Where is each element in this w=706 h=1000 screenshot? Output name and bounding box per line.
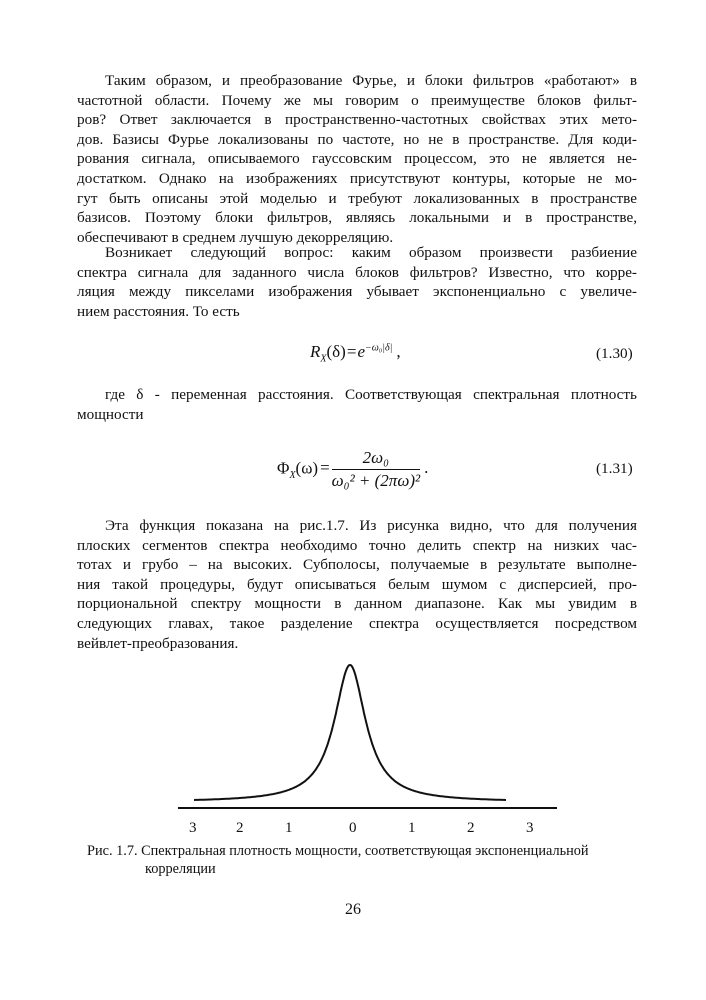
- text-line: плоских сегментов спектра необходимо точно делить спектр на низких час-: [77, 536, 637, 554]
- text-line: порциональной спектру мощности в данном диапазоне. Как мы увидим в: [77, 595, 637, 613]
- eq-denominator: ω₀² + (2πω)²: [331, 471, 421, 490]
- text-line: тотах и грубо – на высоких. Субполосы, получаемые в результате выполне-: [77, 556, 637, 574]
- eq-base: e: [357, 342, 365, 361]
- text-line: нием расстояния. То есть: [77, 302, 240, 320]
- x-tick-label: 3: [526, 820, 534, 836]
- text-line: базисов. Поэтому блоки фильтров, являясь локальными и в пространстве,: [77, 209, 637, 227]
- text-line: достатком. Однако на изображениях присутствуют контуры, которые не мо-: [77, 169, 637, 187]
- eq-exponent: −ω₀|δ|: [364, 342, 393, 354]
- caption-line: Рис. 1.7. Спектральная плотность мощности, соответствующая экспоненциальной: [87, 843, 589, 859]
- text-line: рования сигнала, описываемого гауссовским процессом, это не является не-: [77, 150, 637, 168]
- text-line: обеспечивают в среднем лучшую декорреляцию.: [77, 228, 394, 246]
- text-line: ров? Ответ заключается в пространственно-частотных свойствах этих мето-: [77, 111, 637, 129]
- eq-equals: =: [346, 342, 357, 361]
- figure-caption: [87, 842, 627, 878]
- eq-numerator: 2ω₀: [332, 448, 420, 470]
- spectral-density-curve: [194, 665, 506, 800]
- x-tick-label: 2: [467, 820, 475, 836]
- x-tick-label: 2: [236, 820, 244, 836]
- text-line: где δ - переменная расстояния. Соответствующая спектральная плотность: [105, 386, 637, 403]
- caption-line: корреляции: [145, 861, 216, 877]
- x-tick-label: 0: [349, 820, 357, 836]
- eq-argument: (δ): [326, 342, 346, 361]
- eq-argument: (ω): [295, 458, 319, 478]
- text-line: дов. Базисы Фурье локализованы по частоте, но не в пространстве. Для коди-: [77, 130, 637, 148]
- equation-number-1-30: (1.30): [596, 345, 633, 362]
- text-line: Возникает следующий вопрос: каким образом произвести разбиение: [105, 244, 637, 261]
- text-line: гут быть описаны этой моделью и требуют локализованных в пространстве: [77, 189, 637, 207]
- eq-symbol: R: [310, 342, 321, 361]
- text-line: Эта функция показана на рис.1.7. Из рисунка видно, что для получения: [105, 517, 637, 534]
- page-number: 26: [345, 901, 361, 918]
- equation-number-1-31: (1.31): [596, 460, 633, 477]
- text-line: ния такой процедуры, будут описываться белым шумом с дисперсией, про-: [77, 575, 637, 593]
- x-tick-label: 1: [285, 820, 293, 836]
- x-tick-label: 1: [408, 820, 416, 836]
- text-line: спектра сигнала для заданного числа блоков фильтров? Известно, что корре-: [77, 263, 637, 281]
- eq-symbol: Φ: [277, 458, 290, 478]
- text-line: следующих главах, такое разделение спектра осуществляется посредством: [77, 614, 637, 632]
- text-line: частотной области. Почему же мы говорим о преимуществе блоков фильт-: [77, 91, 637, 109]
- eq-comma: ,: [396, 342, 401, 361]
- text-line: мощности: [77, 405, 144, 423]
- eq-equals: =: [320, 458, 330, 478]
- text-line: вейвлет-преобразования.: [77, 634, 239, 652]
- eq-subscript: X: [320, 353, 327, 365]
- text-line: ляция между пикселами изображения убывает экспоненциально с увеличе-: [77, 283, 637, 301]
- eq-subscript: X: [289, 469, 296, 481]
- eq-period: .: [424, 458, 429, 478]
- x-tick-label: 3: [189, 820, 197, 836]
- text-line: Таким образом, и преобразование Фурье, и блоки фильтров «работают» в: [105, 72, 637, 89]
